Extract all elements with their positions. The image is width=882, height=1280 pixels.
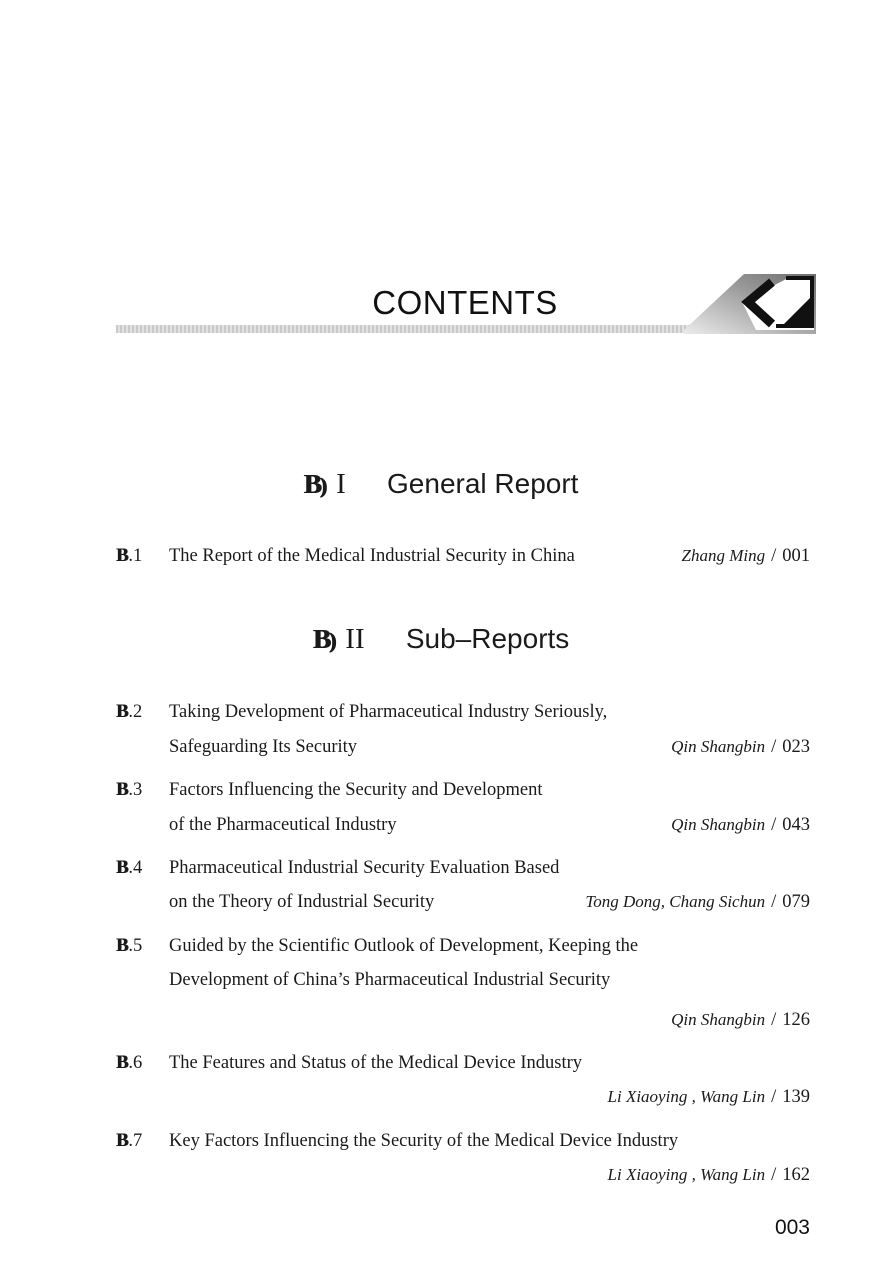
entry-author-page: Qin Shangbin / 043 <box>671 815 810 835</box>
entry-author: Qin Shangbin <box>671 1010 766 1029</box>
entry-author-page: Li Xiaoying , Wang Lin / 139 <box>607 1087 810 1107</box>
entry-author: Tong Dong, Chang Sichun <box>585 892 766 911</box>
section-mark: B <box>303 469 320 499</box>
entry-number: B.4 <box>116 858 143 878</box>
entry-title-line: Guided by the Scientific Outlook of Development, Keeping the <box>169 936 639 956</box>
entry-page: 043 <box>782 815 810 835</box>
section-title: General Report <box>387 468 579 499</box>
entry-author-page: Li Xiaoying , Wang Lin / 162 <box>607 1165 810 1185</box>
section-heading-general-report: B) I General Report <box>303 468 579 500</box>
entry-page: 162 <box>782 1165 810 1185</box>
section-title: Sub–Reports <box>405 623 570 654</box>
entry-title-line: of the Pharmaceutical Industry <box>169 815 397 835</box>
entry-number: B.2 <box>116 702 143 722</box>
entry-number: B.1 <box>116 546 143 566</box>
entry-number: B.5 <box>116 936 143 956</box>
section-heading-sub-reports: B) II Sub–Reports <box>312 623 570 655</box>
contents-title: CONTENTS <box>372 284 558 321</box>
entry-page: 139 <box>782 1087 810 1107</box>
entry-author: Li Xiaoying , Wang Lin <box>607 1165 766 1184</box>
entry-title-line: on the Theory of Industrial Security <box>169 892 435 912</box>
entry-page: 079 <box>782 892 810 912</box>
section-mark: B <box>312 624 329 654</box>
page-number: 003 <box>774 1216 810 1239</box>
entry-title-line: Factors Influencing the Security and Development <box>169 780 543 800</box>
entry-author: Zhang Ming <box>681 546 766 565</box>
entry-author-page: Qin Shangbin / 023 <box>671 737 810 757</box>
entry-title-line: Key Factors Influencing the Security of the Medical Device Industry <box>169 1131 679 1151</box>
entry-page: 126 <box>782 1010 810 1030</box>
section-roman: II <box>345 623 365 655</box>
entry-title-line: Taking Development of Pharmaceutical Industry Seriously, <box>169 702 608 722</box>
entry-title-line: Development of China’s Pharmaceutical Industrial Security <box>169 970 611 990</box>
entry-number: B.3 <box>116 780 143 800</box>
entry-title-line: The Features and Status of the Medical Device Industry <box>169 1053 583 1073</box>
entry-number: B.7 <box>116 1131 143 1151</box>
entry-author-page: Qin Shangbin / 126 <box>671 1010 810 1030</box>
section-roman: I <box>336 468 346 500</box>
entry-number: B.6 <box>116 1053 143 1073</box>
entry-page: 023 <box>782 737 810 757</box>
entry-author-page: Zhang Ming / 001 <box>681 546 810 566</box>
entry-author: Qin Shangbin <box>671 737 766 756</box>
entry-author: Li Xiaoying , Wang Lin <box>607 1087 766 1106</box>
entry-author: Qin Shangbin <box>671 815 766 834</box>
entry-author-page: Tong Dong, Chang Sichun / 079 <box>585 892 810 912</box>
entry-title: The Report of the Medical Industrial Security in China <box>169 546 575 566</box>
entry-title-line: Pharmaceutical Industrial Security Evaluation Based <box>169 858 560 878</box>
entry-title-line: Safeguarding Its Security <box>169 737 358 757</box>
corner-ornament-icon <box>684 272 816 336</box>
entry-page: 001 <box>782 546 810 566</box>
